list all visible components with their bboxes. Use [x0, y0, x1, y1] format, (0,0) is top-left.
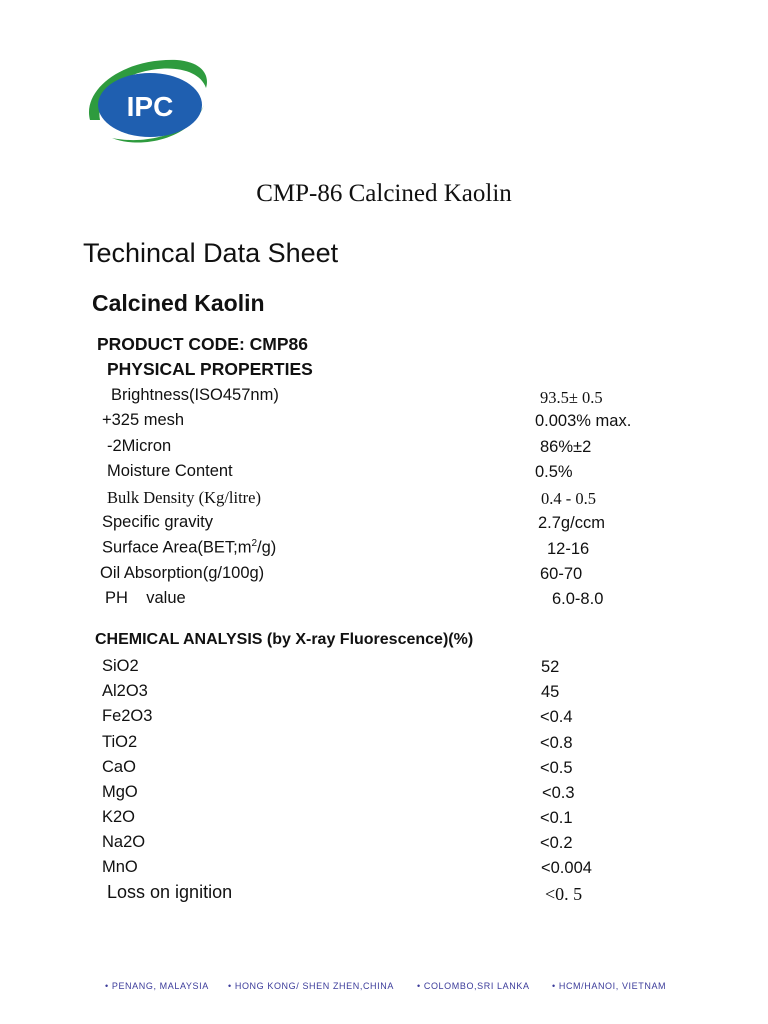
footer-location: • PENANG, MALAYSIA: [105, 981, 209, 991]
phys-label: +325 mesh: [102, 411, 185, 429]
phys-label-surface-area: Surface $Area(BET;m^2/g)$: [102, 538, 277, 557]
sheet-heading: Techincal Data Sheet: [83, 238, 339, 268]
chem-label: SiO2: [102, 657, 139, 675]
phys-value: 93.5± 0.5: [540, 388, 603, 407]
product-code: PRODUCT CODE: CMP86: [97, 334, 308, 354]
chem-label: MgO: [102, 783, 138, 801]
chem-value: 45: [541, 683, 560, 701]
phys-value: 0.5%: [535, 463, 573, 481]
phys-label: Bulk Density (Kg/litre): [107, 488, 261, 507]
phys-value: 0.4 - 0.5: [541, 489, 596, 508]
chem-value: <0.8: [540, 734, 573, 752]
chem-label: MnO: [102, 858, 138, 876]
phys-value: 60-70: [540, 565, 583, 583]
chem-value: <0. 5: [545, 884, 583, 904]
chem-label: K2O: [102, 808, 136, 826]
footer-location: • HONG KONG/ SHEN ZHEN,CHINA: [228, 981, 394, 991]
chemical-heading: CHEMICAL ANALYSIS (by X-ray Fluorescence)(%): [95, 631, 474, 648]
chem-label: CaO: [102, 758, 136, 776]
physical-heading: PHYSICAL PROPERTIES: [107, 359, 313, 379]
chem-value: 52: [541, 658, 560, 676]
chem-label: Fe2O3: [102, 707, 153, 725]
phys-value: 6.0-8.0: [552, 590, 604, 608]
phys-label: Moisture Content: [107, 462, 233, 480]
chem-value: <0.2: [540, 834, 573, 852]
phys-label: PH value: [105, 589, 186, 607]
phys-value: 86%±2: [540, 438, 592, 456]
product-name: Calcined Kaolin: [92, 290, 265, 316]
phys-label: Brightness(ISO457nm): [111, 386, 279, 404]
chem-value: <0.4: [540, 708, 573, 726]
phys-label: Specific gravity: [102, 513, 213, 531]
phys-value: 0.003% max.: [535, 412, 632, 430]
phys-value: 2.7g/ccm: [538, 514, 605, 532]
chem-label: Na2O: [102, 833, 146, 851]
document-title: CMP-86 Calcined Kaolin: [256, 180, 512, 207]
chem-value: <0.3: [542, 784, 575, 802]
chem-value: <0.5: [540, 759, 573, 777]
ipc-logo: [82, 50, 214, 150]
chem-value: <0.1: [540, 809, 573, 827]
chem-label: TiO2: [102, 733, 138, 751]
phys-label: -2Micron: [107, 437, 172, 455]
chem-label: Al2O3: [102, 682, 148, 700]
phys-label: Oil Absorption(g/100g): [100, 564, 265, 582]
chem-label: Loss on ignition: [107, 882, 233, 902]
footer-location: • COLOMBO,SRI LANKA: [417, 981, 530, 991]
phys-value: 12-16: [547, 540, 590, 558]
logo-text: IPC: [126, 91, 174, 122]
footer-location: • HCM/HANOI, VIETNAM: [552, 981, 667, 991]
chem-value: <0.004: [541, 859, 592, 877]
